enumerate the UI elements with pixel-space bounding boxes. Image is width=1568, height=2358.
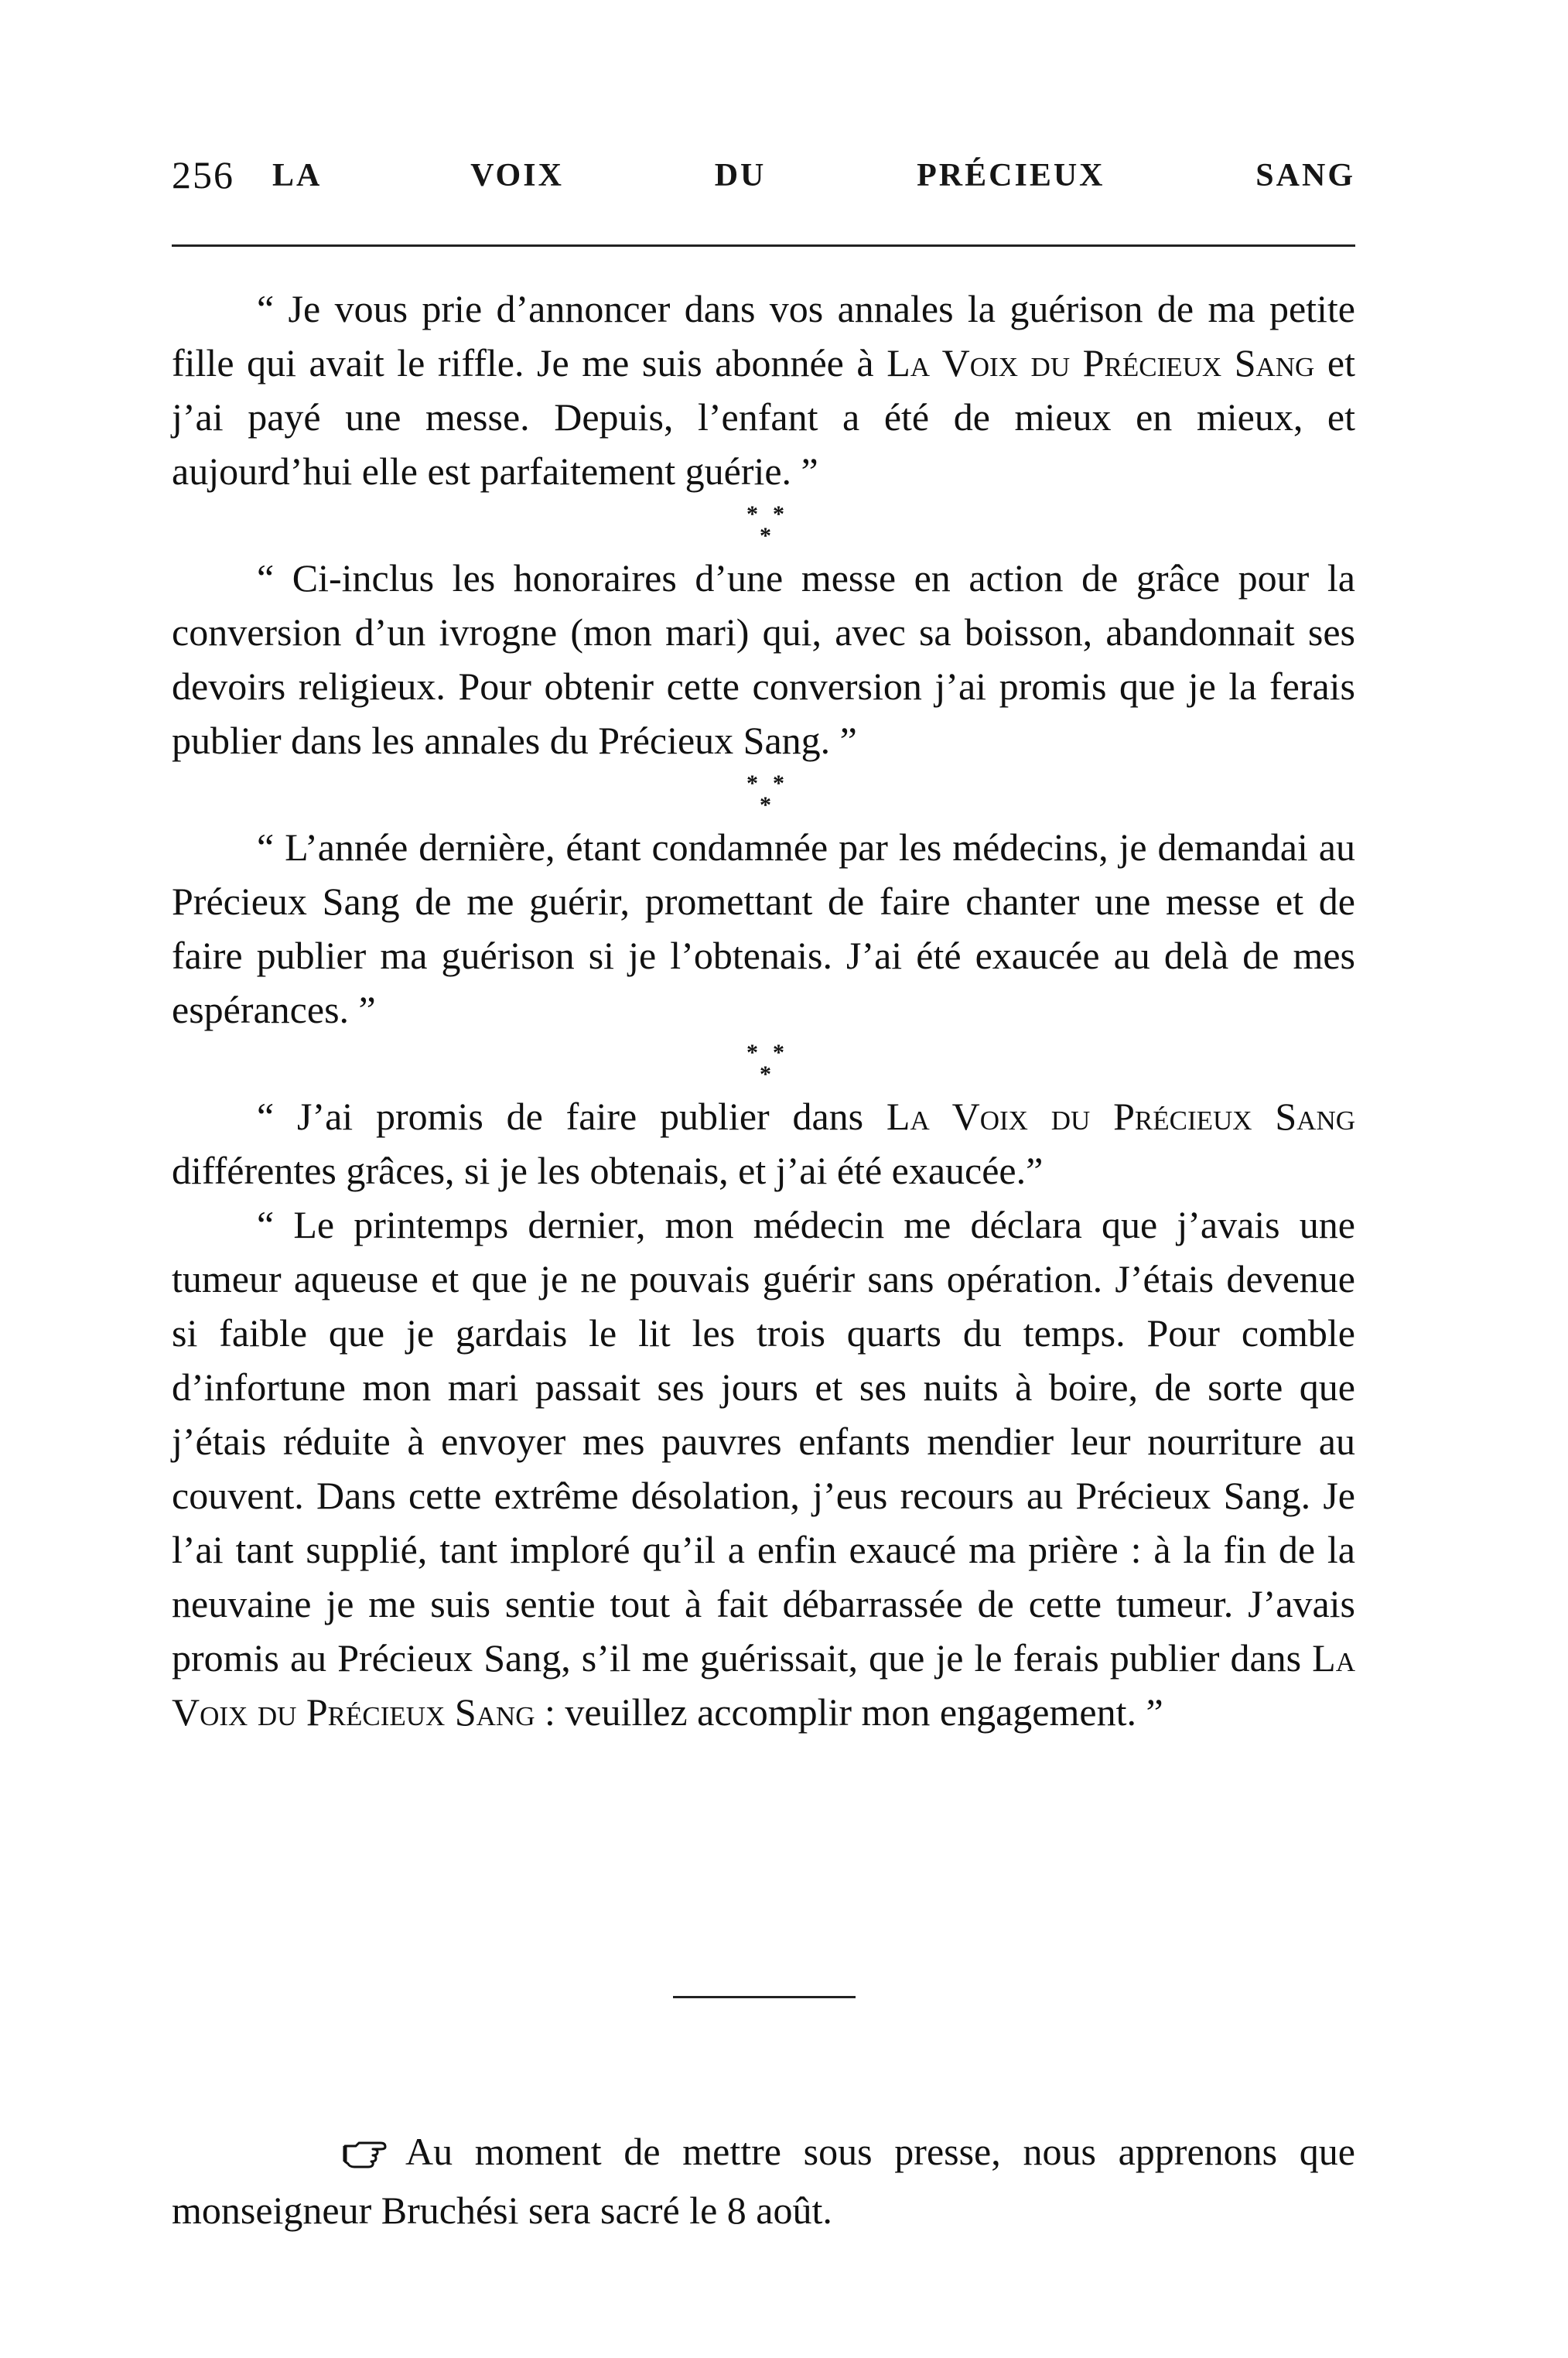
asterism-separator bbox=[725, 1038, 802, 1089]
header-rule bbox=[172, 244, 1355, 247]
asterisk: * bbox=[760, 1061, 771, 1087]
pointing-hand-icon bbox=[257, 2129, 391, 2183]
paragraph-5-text-b: : veuillez accomplir mon engagement. ” bbox=[535, 1690, 1163, 1734]
asterisk: * bbox=[760, 792, 771, 818]
paragraph-1-text-b: et j’ai payé une messe. Depuis, l’enfant a été de mieux en mieux, et aujourd’hui elle est parfaitement guérie. ” bbox=[172, 341, 1355, 493]
journal-title-small-caps: La Voix du Précieux Sang bbox=[886, 341, 1315, 384]
paragraph-4 bbox=[172, 1089, 1355, 1198]
asterisk: * bbox=[773, 1040, 784, 1065]
running-title: LA VOIX DU PRÉCIEUX SANG bbox=[272, 158, 1355, 193]
paragraph-3: “ L’année dernière, étant condamnée par les médecins, je demandai au Précieux Sang de me guérir, promettant de faire chanter une messe et de faire publier ma guérison si je l’obtenais. J’ai été exaucée au delà de mes espérances. ” bbox=[172, 825, 1355, 1031]
paragraph-4-text-a: “ J’ai promis de faire publier dans bbox=[257, 1095, 886, 1138]
asterisk: * bbox=[746, 501, 758, 527]
asterisk: * bbox=[773, 501, 784, 527]
paragraph-5-text-a: “ Le printemps dernier, mon médecin me déclara que j’avais une tumeur aqueuse et que je ne pouvais guérir sans opération. J’étais devenue si faible que je gardais le lit les trois quarts du temps. Pour comble d’infortune mon mari passait ses jours et ses nuits à boire, de sorte que j’étais réduite à envoyer mes pauvres enfants mendier leur nourriture au couvent. Dans cette extrême désolation, j’eus recours au Précieux Sang. Je l’ai tant supplié, tant imploré qu’il a enfin exaucé ma prière : à la fin de la neuvaine je me suis sentie tout à fait débarrassée de cette tumeur. J’avais promis au Précieux Sang, s’il me guérissait, que je le ferais publier dans bbox=[172, 1203, 1355, 1680]
journal-title-small-caps: La Voix du Précieux Sang bbox=[172, 1636, 1355, 1734]
press-note-text: Au moment de mettre sous presse, nous apprenons que monseigneur Bruchési sera sacré le 8 août. bbox=[172, 2130, 1355, 2232]
asterisk: * bbox=[746, 771, 758, 796]
running-head bbox=[172, 152, 1355, 198]
asterism-separator bbox=[725, 500, 802, 551]
paragraph-1 bbox=[172, 282, 1355, 498]
paragraph-4-text-b: différentes grâces, si je les obtenais, et j’ai été exaucée.” bbox=[172, 1149, 1044, 1192]
body-text bbox=[172, 282, 1355, 1739]
paragraph-5 bbox=[172, 1198, 1355, 1739]
press-note-paragraph bbox=[172, 2124, 1355, 2237]
asterisk: * bbox=[760, 523, 771, 548]
journal-title-small-caps: La Voix du Précieux Sang bbox=[886, 1095, 1355, 1138]
press-note bbox=[172, 2124, 1355, 2237]
paragraph-2: “ Ci-inclus les honoraires d’une messe en action de grâce pour la conversion d’un ivrogne (mon mari) qui, avec sa boisson, abandonnait ses devoirs religieux. Pour obtenir cette conversion j’ai promis que je la ferais publier dans les annales du Précieux Sang. ” bbox=[172, 556, 1355, 762]
asterisk: * bbox=[746, 1040, 758, 1065]
asterism-separator bbox=[725, 769, 802, 820]
page-number: 256 bbox=[172, 153, 234, 196]
paragraph-1-text-a: “ Je vous prie d’annoncer dans vos annales la guérison de ma petite fille qui avait le riffle. Je me suis abonnée à bbox=[172, 287, 1355, 384]
section-rule bbox=[673, 1996, 856, 1998]
asterisk: * bbox=[773, 771, 784, 796]
